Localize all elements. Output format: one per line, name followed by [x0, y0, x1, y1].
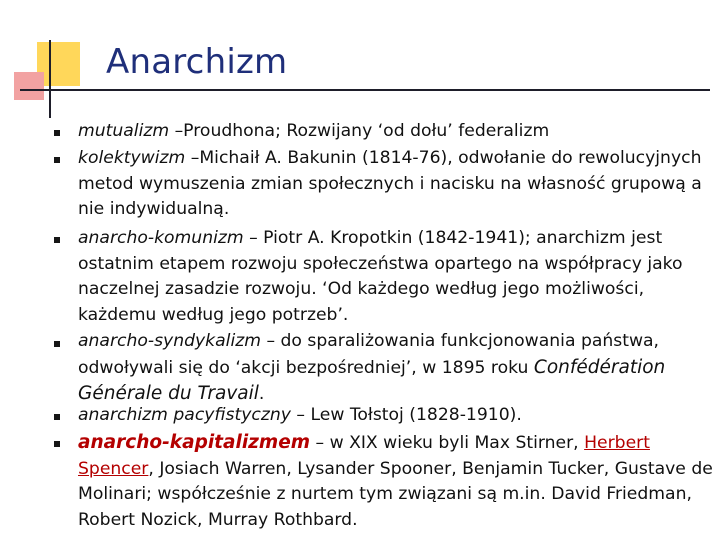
item-term: anarchizm pacyfistyczny: [78, 405, 291, 425]
bullet-icon: [54, 237, 60, 243]
list-item-kolektywizm: [78, 146, 718, 223]
decor-vertical-line: [49, 40, 51, 118]
item-text: – Piotr A. Kropotkin (1842-1941); anarchizm jest ostatnim etapem rozwoju społeczeństwa opartego na współpracy jako naczelnej zasadzie rozwoju. ‘Od każdego według jego możliwości, każdemu według jego potrzeb’.: [78, 228, 683, 325]
item-text: –Proudhona; Rozwijany ‘od dołu’ federalizm: [169, 121, 550, 141]
bullet-icon: [54, 130, 60, 136]
list-item-anarcho-komunizm: [78, 226, 718, 328]
item-text: –Michaił A. Bakunin (1814-76), odwołanie do rewolucyjnych metod wymuszenia zmian społecznych i nacisku na własność grupową a nie indywidualną.: [78, 148, 702, 219]
decor-red-square: [14, 72, 44, 100]
bullet-icon: [54, 341, 60, 347]
item-text-end: .: [258, 384, 265, 404]
item-text-end: , Josiach Warren, Lysander Spooner, Benjamin Tucker, Gustave de Molinari; współcześnie z nurtem tym związani są m.in. David Friedman, Robert Nozick, Murray Rothbard.: [78, 458, 713, 530]
item-term: anarcho-syndykalizm: [78, 331, 261, 351]
list-item-mutualizm: [78, 119, 718, 145]
item-text: – Lew Tołstoj (1828-1910).: [290, 405, 522, 425]
item-text-italic: Confédération Générale du Travail: [78, 356, 666, 404]
slide-title: Anarchizm: [106, 42, 288, 82]
item-term: mutualizm: [78, 121, 170, 141]
item-text: – w XIX wieku byli Max Stirner,: [310, 433, 585, 453]
list-item-anarchizm-pacyfistyczny: [78, 403, 718, 429]
item-term: kolektywizm: [78, 148, 186, 168]
item-text: – do sparaliżowania funkcjonowania państwa, odwoływali się do ‘akcji bezpośredniej’, w 1895 roku: [78, 331, 660, 378]
list-item-anarcho-syndykalizm: [78, 329, 718, 408]
bullet-icon: [54, 414, 60, 420]
item-term-highlight: anarcho-kapitalizmem: [78, 432, 311, 453]
item-term: anarcho-komunizm: [78, 228, 244, 248]
list-item-anarcho-kapitalizm: [78, 430, 718, 533]
bullet-icon: [54, 157, 60, 163]
decor-horizontal-line: [20, 89, 710, 91]
bullet-icon: [54, 441, 60, 447]
herbert-spencer-link[interactable]: Herbert Spencer: [78, 433, 650, 479]
